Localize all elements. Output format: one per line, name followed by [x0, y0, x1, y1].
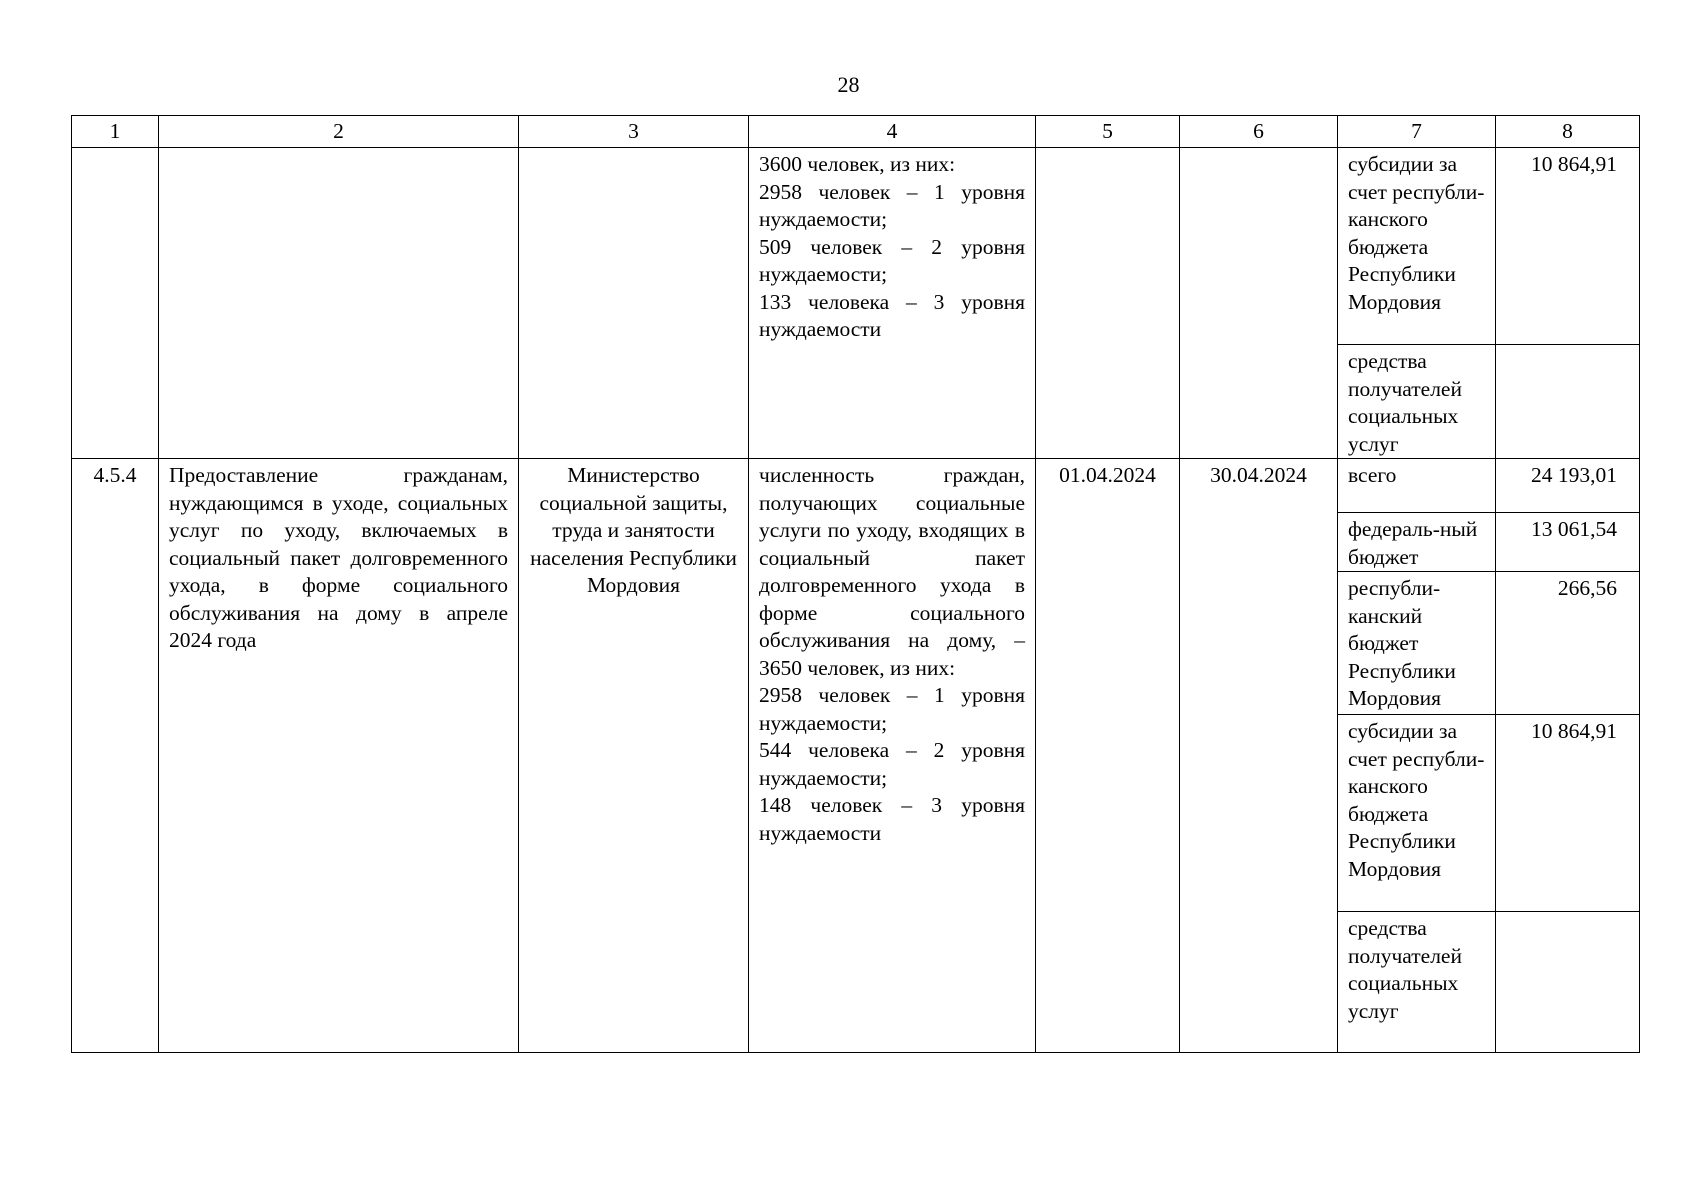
continued-start-cell — [1036, 148, 1180, 459]
funding-source: субсидии за счет республи-канского бюджета Республики Мордовия — [1338, 715, 1496, 912]
table-row — [72, 459, 1640, 513]
continued-end-cell — [1180, 148, 1338, 459]
continued-executor-cell — [519, 148, 749, 459]
funding-source: республи-канский бюджет Республики Мордовия — [1338, 572, 1496, 715]
program-table — [71, 115, 1640, 1053]
funding-source: средства получателей социальных услуг — [1338, 345, 1496, 459]
column-header-8: 8 — [1496, 116, 1640, 148]
funding-amount — [1496, 912, 1640, 1053]
item-indicator-cell — [749, 459, 1036, 1053]
column-number-row — [72, 116, 1640, 148]
column-header-2: 2 — [159, 116, 519, 148]
funding-source: федераль-ный бюджет — [1338, 513, 1496, 572]
funding-amount: 10 864,91 — [1496, 715, 1640, 912]
continued-row — [72, 148, 1640, 345]
indicator-line: 2958 человек – 1 уровня нуждаемости; — [759, 683, 1025, 735]
indicator-line: 133 человека – 3 уровня нуждаемости — [759, 289, 1025, 341]
funding-amount — [1496, 345, 1640, 459]
end-date: 30.04.2024 — [1180, 459, 1338, 1053]
funding-amount: 24 193,01 — [1496, 459, 1640, 513]
indicator-line: 544 человека – 2 уровня нуждаемости; — [759, 738, 1025, 790]
indicator-main: численность граждан, получающих социальные услуги по уходу, входящих в социальный пакет долговременного ухода в форме социального обслуживания на дому, – 3650 человек, из них: — [759, 463, 1025, 680]
start-date: 01.04.2024 — [1036, 459, 1180, 1053]
funding-source: всего — [1338, 459, 1496, 513]
page-number: 28 — [837, 72, 860, 97]
funding-source: субсидии за счет республи-канского бюджета Республики Мордовия — [1338, 148, 1496, 345]
column-header-1: 1 — [72, 116, 159, 148]
indicator-line: 148 человек – 3 уровня нуждаемости — [759, 793, 1025, 845]
column-header-5: 5 — [1036, 116, 1180, 148]
funding-amount: 266,56 — [1496, 572, 1640, 715]
column-header-3: 3 — [519, 116, 749, 148]
funding-amount: 10 864,91 — [1496, 148, 1640, 345]
item-number: 4.5.4 — [72, 459, 159, 1053]
indicator-line: 3600 человек, из них: — [759, 152, 956, 176]
continued-name-cell — [159, 148, 519, 459]
funding-source: средства получателей социальных услуг — [1338, 912, 1496, 1053]
item-executor: Министерство социальной защиты, труда и занятости населения Республики Мордовия — [519, 459, 749, 1053]
funding-amount: 13 061,54 — [1496, 513, 1640, 572]
continued-indicator-cell — [749, 148, 1036, 459]
column-header-7: 7 — [1338, 116, 1496, 148]
continued-number-cell — [72, 148, 159, 459]
indicator-line: 509 человек – 2 уровня нуждаемости; — [759, 234, 1025, 286]
item-name: Предоставление гражданам, нуждающимся в уходе, социальных услуг по уходу, включаемых в социальный пакет долговременного ухода, в форме социального обслуживания на дому в апреле 2024 года — [159, 459, 519, 1053]
column-header-4: 4 — [749, 116, 1036, 148]
indicator-line: 2958 человек – 1 уровня нуждаемости; — [759, 179, 1025, 231]
column-header-6: 6 — [1180, 116, 1338, 148]
